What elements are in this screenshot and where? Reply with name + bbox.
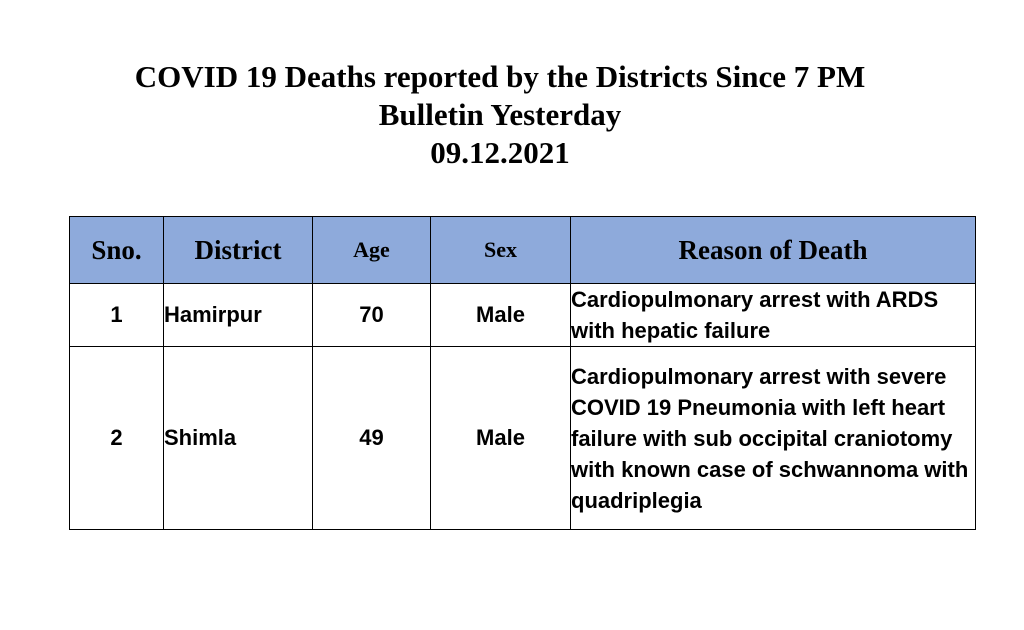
cell-reason: Cardiopulmonary arrest with ARDS with hepatic failure [571,284,976,347]
header-reason: Reason of Death [571,217,976,284]
cell-sno: 2 [70,347,164,530]
cell-district: Hamirpur [164,284,313,347]
deaths-table [69,216,976,530]
title-line-2: Bulletin Yesterday [378,97,622,132]
cell-sno: 1 [70,284,164,347]
cell-sex: Male [431,347,571,530]
header-age: Age [313,217,431,284]
cell-age: 70 [313,284,431,347]
document-title [0,58,1000,172]
header-sex: Sex [431,217,571,284]
title-line-1: COVID 19 Deaths reported by the Districts Since 7 PM [134,59,866,94]
cell-age: 49 [313,347,431,530]
header-sno: Sno. [70,217,164,284]
table-row [70,284,976,347]
cell-district: Shimla [164,347,313,530]
cell-sex: Male [431,284,571,347]
title-date: 09.12.2021 [430,135,570,170]
table-row [70,347,976,530]
cell-reason: Cardiopulmonary arrest with severe COVID 19 Pneumonia with left heart failure with sub occipital craniotomy with known case of schwannoma with quadriplegia [571,347,976,530]
table-header-row [70,217,976,284]
header-district: District [164,217,313,284]
